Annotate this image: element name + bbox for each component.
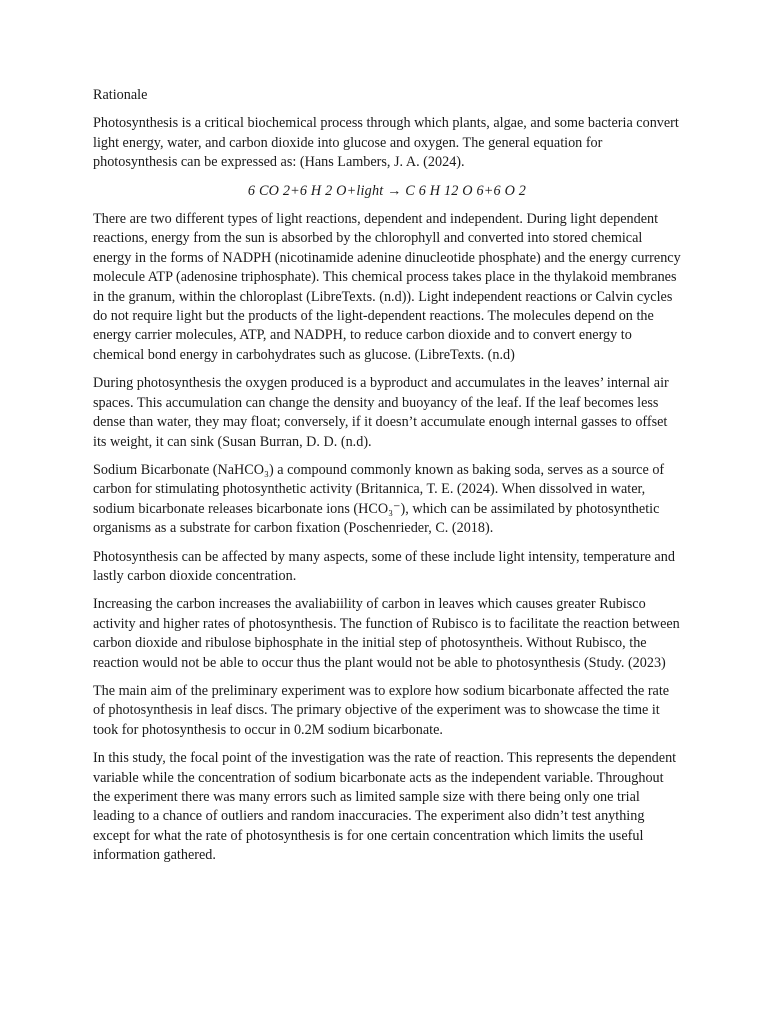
paragraph-variables: In this study, the focal point of the investigation was the rate of reaction. This represents the dependent variable while the concentration of sodium bicarbonate acts as the independent variable. Throughout the experiment there was many errors such as limited sample size with there being only one trial leading to a chance of outliers and random inaccuracies. The experiment also didn’t test anything except for what the rate of photosynthesis is for one certain concentration which limits the useful information gathered.	[93, 750, 677, 864]
paragraph-aim: The main aim of the preliminary experiment was to explore how sodium bicarbonate affected the rate of photosynthesis in leaf discs. The primary objective of the experiment was to showcase the time it took for photosynthesis to occur in 0.2M sodium bicarbonate.	[93, 682, 670, 738]
photosynthesis-equation	[93, 182, 681, 201]
paragraph-light-reactions: There are two different types of light reactions, dependent and independent. During light dependent reactions, energy from the sun is absorbed by the chlorophyll and converted into stored chemical energy in the forms of NADPH (nicotinamide adenine dinucleotide phosphate) and the energy currency molecule ATP (adenosine triphosphate). This chemical process takes place in the thylakoid membranes in the granum, within the chloroplast (LibreTexts. (n.d)). Light independent reactions or Calvin cycles do not require light but the products of the light-dependent reactions. The molecules depend on the energy carrier molecules, ATP, and NADPH, to reduce carbon dioxide and to convert energy to chemical bond energy in carbohydrates such as glucose. (LibreTexts. (n.d)	[93, 211, 681, 363]
paragraph-intro: Photosynthesis is a critical biochemical process through which plants, algae, and some bacteria convert light energy, water, and carbon dioxide into glucose and oxygen. The general equation for photosynthesis can be expressed as: (Hans Lambers, J. A. (2024).	[93, 115, 679, 171]
document-page	[93, 86, 681, 875]
paragraph-rubisco: Increasing the carbon increases the avaliabiility of carbon in leaves which causes greater Rubisco activity and higher rates of photosynthesis. The function of Rubisco is to facilitate the reaction between carbon dioxide and ribulose biphosphate in the initial step of photosyntheis. Without Rubisco, the reaction would not be able to occur thus the plant would not be able to photosynthesis (Study. (2023)	[93, 596, 680, 671]
equation-products: C 6 H 12 O 6+6 O 2	[405, 182, 527, 199]
paragraph-sodium-bicarbonate: Sodium Bicarbonate (NaHCO₃) a compound commonly known as baking soda, serves as a source of carbon for stimulating photosynthetic activity (Britannica, T. E. (2024). When dissolved in water, sodium bicarbonate releases bicarbonate ions (HCO₃⁻), which can be assimilated by photosynthetic organisms as a substrate for carbon fixation (Poschenrieder, C. (2018).	[93, 461, 665, 537]
paragraph-factors: Photosynthesis can be affected by many aspects, some of these include light intensity, temperature and lastly carbon dioxide concentration.	[93, 548, 675, 584]
paragraph-oxygen-buoyancy: During photosynthesis the oxygen produced is a byproduct and accumulates in the leaves’ internal air spaces. This accumulation can change the density and buoyancy of the leaf. If the leaf becomes less dense than water, they may float; conversely, if it doesn’t accumulate enough internal gasses to offset its weight, it can sink (Susan Burran, D. D. (n.d).	[93, 375, 669, 450]
section-heading: Rationale	[93, 87, 148, 103]
equation-arrow: →	[387, 182, 402, 199]
equation-reactants: 6 CO 2+6 H 2 O+light	[247, 182, 384, 199]
